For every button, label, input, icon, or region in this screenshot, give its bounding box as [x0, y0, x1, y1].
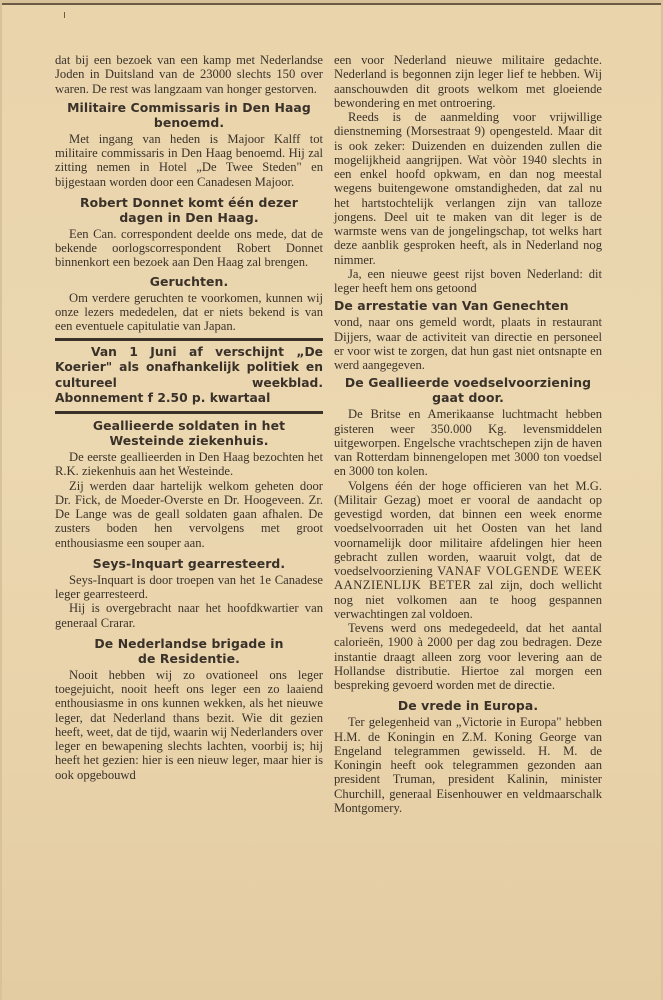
article-paragraph: De eerste geallieerden in Den Haag bezochten het R.K. ziekenhuis aan het Westeinde.	[55, 450, 323, 479]
continuation-paragraph: een voor Nederland nieuwe militaire gedachte. Nederland is begonnen zijn leger lief te hebben. Wij aanschouwden dit groots welkom met gloeiende bewondering en met ontroering.	[334, 53, 602, 110]
food-text-a: Volgens één der hoge officieren van het M.G. (Militair Gezag) moet er vooral de aandacht op gevestigd worden, dat binnen een week enorme voedselvoorraden uit het Oosten van het land voornamelijk door militaire afdelingen hier heen gebracht zullen worden, waaruit volgt, dat de voedselvoorziening	[334, 478, 602, 578]
notice-rule-top	[55, 338, 323, 341]
headline-militaire-commissaris: Militaire Commissaris in Den Haag benoemd.	[67, 99, 311, 130]
article-paragraph: Tevens werd ons medegedeeld, dat het aantal calorieën, 1900 à 2000 per dag zou bedragen. Deze instantie draagt alleen zorg voor levering aan de Hollandse distributie. Hiertoe zal morgen een bespreking gevoerd worden met de directie.	[334, 621, 602, 692]
headline-arrestatie: De arrestatie van Van Genechten	[334, 298, 569, 314]
food-text-b: zal zijn, doch wellicht nog niet volkomen aan te hoog gespannen verwachtingen zal voldoen.	[334, 578, 602, 621]
article-paragraph	[334, 479, 602, 622]
article-paragraph: Seys-Inquart is door troepen van het 1e Canadese leger gearresteerd.	[55, 572, 323, 602]
notice-text: Van 1 Juni af verschijnt „De Koerier" als onafhankelijk politiek en cultureel weekblad.	[55, 345, 323, 390]
left-column	[55, 53, 323, 782]
article-paragraph: vond, naar ons gemeld wordt, plaats in restaurant Dijjers, waar de activiteit van directie en personeel er voor wist te zorgen, dat hun gast niet ontsnapte en werd aangegeven.	[334, 315, 602, 372]
continuation-paragraph: Reeds is de aanmelding voor vrijwillige dienstneming (Morsestraat 9) opengesteld. Maar dit is ook zeker: Duizenden en duizenden zullen die mogelijkheid aangrijpen. Wat vòòr 1940 slechts in een enkel hoofd opkwam, en dan nog meestal wegens buitengewone omstandigheden, dat zal nu het hartstochtelijk verlangen zijn van talloze jongens. Deel uit te maken van dit leger is de warmste wens van de jongelingschap, tot welks hart deze aanblik gesproken heeft, als in Nederland nog nimmer.	[334, 110, 602, 267]
notice-subscription: Abonnement f 2.50 p. kwartaal	[55, 390, 271, 405]
article-paragraph: De Britse en Amerikaanse luchtmacht hebben gisteren weer 350.000 Kg. levensmiddelen uitgeworpen. Engelsche vrachtschepen zijn de haven van Rotterdam binnengelopen met 3000 ton voedsel en 3000 ton kolen.	[334, 407, 602, 479]
margin-mark	[64, 12, 65, 18]
article-paragraph: Ter gelegenheid van „Victorie in Europa" hebben H.M. de Koningin en Z.M. Koning George van Engeland telegrammen gewisseld. H. M. de Koningin heeft ook telegrammen gezonden aan president Truman, president Kalinin, minister Churchill, generaal Eisenhouwer en veldmaarschalk Montgomery.	[334, 715, 602, 815]
headline-voedselvoorziening: De Geallieerde voedselvoorziening gaat door.	[344, 375, 592, 406]
article-paragraph: Hij is overgebracht naar het hoofdkwartier van generaal Crarar.	[55, 601, 323, 630]
headline-geallieerde-soldaten: Geallieerde soldaten in het Westeinde ziekenhuis.	[92, 418, 286, 449]
food-text-caps: VANAF VOLGENDE WEEK AANZIENLIJK BETER	[334, 564, 602, 593]
headline-robert-donnet: Robert Donnet komt één dezer dagen in Den Haag.	[79, 194, 299, 225]
article-paragraph: Zij werden daar hartelijk welkom geheten door Dr. Fick, de Moeder-Overste en Dr. Hoogeveen. Zr. De Lange was de geall soldaten gaan afhalen. De zusters boden hen vervolgens met groot enthousiasme een souper aan.	[55, 478, 323, 550]
article-paragraph: Nooit hebben wij zo ovationeel ons leger toegejuicht, nooit heeft ons leger een zo laaiend enthousiasme in ons kunnen wekken, als het nieuwe leger, dat Nederland thans bezit. Wie dit gezien heeft, weet, dat de tijd, waarin wij Nederlanders over leger en bewapening slechts lachten, voorbij is; hij heeft het gezien: hier is een nieuw leger, maar hier is ook opgebouwd	[55, 667, 323, 782]
headline-nederlandse-brigade: De Nederlandse brigade in de Residentie.	[94, 635, 284, 666]
article-paragraph: Met ingang van heden is Majoor Kalff tot militaire commissaris in Den Haag benoemd. Hij zal zitting nemen in Hotel „De Twee Steden" en bijgestaan worden door een Canadesen Majoor.	[55, 131, 323, 189]
article-paragraph: Een Can. correspondent deelde ons mede, dat de bekende oorlogscorrespondent Robert Donnet binnenkort een bezoek aan Den Haag zal brengen.	[55, 226, 323, 270]
headline-seys-inquart: Seys-Inquart gearresteerd.	[92, 555, 286, 571]
newspaper-page	[2, 3, 661, 1000]
continuation-paragraph: Ja, een nieuwe geest rijst boven Nederland: dit leger heeft hem ons getoond	[334, 266, 602, 295]
intro-paragraph: dat bij een bezoek van een kamp met Nederlandse Joden in Duitsland van de 23000 slechts 150 over waren. De rest was langzaam van honger gestorven.	[55, 53, 323, 96]
article-paragraph: Om verdere geruchten te voorkomen, kunnen wij onze lezers mededelen, dat er niets bekend is van een eventuele capitulatie van Japan.	[55, 290, 323, 333]
headline-vrede-europa: De vrede in Europa.	[397, 698, 539, 714]
headline-geruchten: Geruchten.	[149, 273, 229, 289]
notice-rule-bottom	[55, 411, 323, 414]
right-column	[334, 53, 602, 815]
subscription-notice	[55, 345, 323, 406]
